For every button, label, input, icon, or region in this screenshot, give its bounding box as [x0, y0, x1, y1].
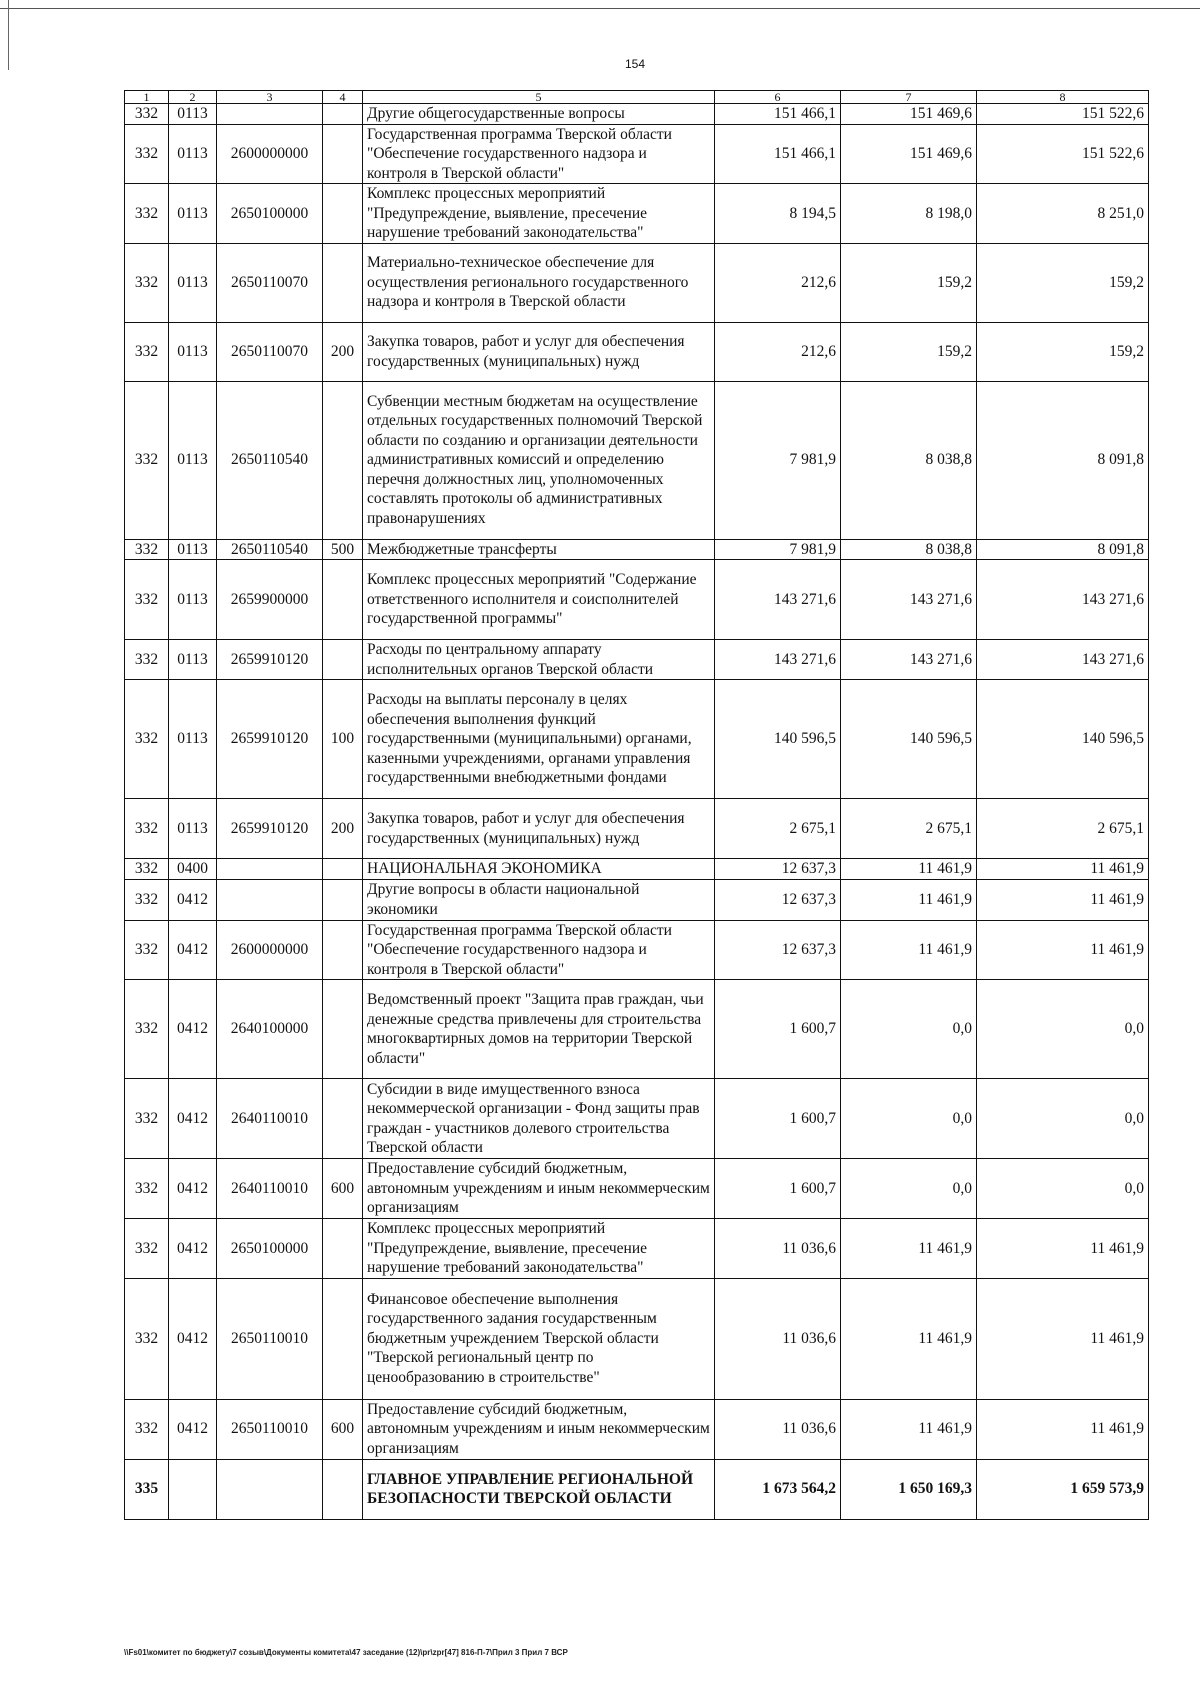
column-number: 3 [217, 91, 323, 104]
description-cell: Субвенции местным бюджетам на осуществление отдельных государственных полномочий Тверской области по созданию и организации деятельности административных комиссий и определению перечня должностных лиц, уполномоченных составлять протоколы об административных правонарушениях [363, 381, 715, 539]
admin-code-cell: 332 [125, 104, 169, 125]
description-cell: Закупка товаров, работ и услуг для обеспечения государственных (муниципальных) нужд [363, 799, 715, 859]
expense-type-cell [323, 381, 363, 539]
admin-code-cell: 332 [125, 799, 169, 859]
expense-type-cell [323, 640, 363, 680]
expense-type-cell [323, 104, 363, 125]
target-article-cell: 2650100000 [217, 184, 323, 244]
table-row [125, 381, 1149, 539]
expense-type-cell [323, 124, 363, 184]
column-number-row [125, 91, 1149, 104]
amount-col6-cell: 11 036,6 [715, 1399, 841, 1459]
section-code-cell: 0113 [169, 124, 217, 184]
table-row [125, 1459, 1149, 1519]
amount-col6-cell: 2 675,1 [715, 799, 841, 859]
description-cell: Расходы по центральному аппарату исполнительных органов Тверской области [363, 640, 715, 680]
section-code-cell: 0412 [169, 920, 217, 980]
amount-col7-cell: 159,2 [841, 243, 977, 322]
amount-col8-cell: 151 522,6 [977, 104, 1149, 125]
table-row [125, 680, 1149, 799]
section-code-cell: 0412 [169, 1159, 217, 1219]
amount-col8-cell: 11 461,9 [977, 1278, 1149, 1399]
amount-col8-cell: 8 251,0 [977, 184, 1149, 244]
description-cell: Комплекс процессных мероприятий "Предупреждение, выявление, пресечение нарушение требований законодательства" [363, 1219, 715, 1279]
target-article-cell: 2650110070 [217, 322, 323, 381]
section-code-cell: 0412 [169, 1219, 217, 1279]
amount-col7-cell: 8 038,8 [841, 381, 977, 539]
table-row [125, 799, 1149, 859]
section-code-cell: 0113 [169, 560, 217, 640]
amount-col7-cell: 140 596,5 [841, 680, 977, 799]
column-number: 4 [323, 91, 363, 104]
amount-col7-cell: 1 650 169,3 [841, 1459, 977, 1519]
expense-type-cell: 500 [323, 539, 363, 560]
amount-col7-cell: 151 469,6 [841, 104, 977, 125]
section-code-cell: 0113 [169, 184, 217, 244]
description-cell: Финансовое обеспечение выполнения государственного задания государственным бюджетным учреждением Тверской области "Тверской региональный центр по ценообразованию в строительстве" [363, 1278, 715, 1399]
table-row [125, 560, 1149, 640]
target-article-cell [217, 104, 323, 125]
amount-col6-cell: 12 637,3 [715, 859, 841, 880]
target-article-cell: 2640100000 [217, 980, 323, 1079]
target-article-cell: 2600000000 [217, 920, 323, 980]
amount-col6-cell: 1 600,7 [715, 1079, 841, 1159]
target-article-cell: 2650110540 [217, 381, 323, 539]
admin-code-cell: 332 [125, 1079, 169, 1159]
table-row [125, 1159, 1149, 1219]
column-number: 2 [169, 91, 217, 104]
section-code-cell: 0113 [169, 381, 217, 539]
amount-col7-cell: 159,2 [841, 322, 977, 381]
admin-code-cell: 332 [125, 1399, 169, 1459]
table-row [125, 920, 1149, 980]
expense-type-cell [323, 1459, 363, 1519]
section-code-cell: 0113 [169, 799, 217, 859]
amount-col8-cell: 143 271,6 [977, 640, 1149, 680]
amount-col6-cell: 1 673 564,2 [715, 1459, 841, 1519]
expense-type-cell [323, 1278, 363, 1399]
section-code-cell: 0113 [169, 104, 217, 125]
amount-col6-cell: 212,6 [715, 322, 841, 381]
amount-col8-cell: 159,2 [977, 243, 1149, 322]
description-cell: Межбюджетные трансферты [363, 539, 715, 560]
amount-col8-cell: 159,2 [977, 322, 1149, 381]
target-article-cell: 2650110010 [217, 1278, 323, 1399]
amount-col8-cell: 1 659 573,9 [977, 1459, 1149, 1519]
description-cell: Предоставление субсидий бюджетным, автономным учреждениям и иным некоммерческим организациям [363, 1159, 715, 1219]
table-row [125, 539, 1149, 560]
amount-col6-cell: 7 981,9 [715, 539, 841, 560]
amount-col6-cell: 143 271,6 [715, 560, 841, 640]
amount-col7-cell: 2 675,1 [841, 799, 977, 859]
amount-col6-cell: 7 981,9 [715, 381, 841, 539]
amount-col7-cell: 0,0 [841, 1159, 977, 1219]
amount-col7-cell: 8 198,0 [841, 184, 977, 244]
expense-type-cell: 200 [323, 322, 363, 381]
page-number: 154 [624, 57, 646, 71]
amount-col8-cell: 140 596,5 [977, 680, 1149, 799]
admin-code-cell: 332 [125, 539, 169, 560]
column-number: 1 [125, 91, 169, 104]
amount-col7-cell: 11 461,9 [841, 879, 977, 920]
description-cell: Материально-техническое обеспечение для осуществления регионального государственного надзора и контроля в Тверской области [363, 243, 715, 322]
expense-type-cell: 100 [323, 680, 363, 799]
table-row [125, 1219, 1149, 1279]
amount-col8-cell: 2 675,1 [977, 799, 1149, 859]
amount-col6-cell: 1 600,7 [715, 980, 841, 1079]
description-cell: Государственная программа Тверской области "Обеспечение государственного надзора и контроля в Тверской области" [363, 124, 715, 184]
table-row [125, 184, 1149, 244]
expense-type-cell: 600 [323, 1159, 363, 1219]
description-cell: Расходы на выплаты персоналу в целях обеспечения выполнения функций государственными (муниципальными) органами, казенными учреждениями, органами управления государственными внебюджетными фондами [363, 680, 715, 799]
admin-code-cell: 332 [125, 184, 169, 244]
table-row [125, 124, 1149, 184]
table-row [125, 104, 1149, 125]
target-article-cell: 2659910120 [217, 640, 323, 680]
amount-col6-cell: 140 596,5 [715, 680, 841, 799]
section-code-cell: 0113 [169, 322, 217, 381]
target-article-cell: 2640110010 [217, 1159, 323, 1219]
amount-col6-cell: 151 466,1 [715, 124, 841, 184]
amount-col8-cell: 11 461,9 [977, 879, 1149, 920]
admin-code-cell: 332 [125, 243, 169, 322]
admin-code-cell: 332 [125, 1278, 169, 1399]
amount-col6-cell: 8 194,5 [715, 184, 841, 244]
amount-col7-cell: 11 461,9 [841, 920, 977, 980]
description-cell: Государственная программа Тверской области "Обеспечение государственного надзора и контроля в Тверской области" [363, 920, 715, 980]
expense-type-cell: 600 [323, 1399, 363, 1459]
budget-table [124, 90, 1149, 1520]
amount-col6-cell: 11 036,6 [715, 1219, 841, 1279]
description-cell: Комплекс процессных мероприятий "Предупреждение, выявление, пресечение нарушение требований законодательства" [363, 184, 715, 244]
admin-code-cell: 332 [125, 322, 169, 381]
description-cell: Предоставление субсидий бюджетным, автономным учреждениям и иным некоммерческим организациям [363, 1399, 715, 1459]
column-number: 7 [841, 91, 977, 104]
table-row [125, 1079, 1149, 1159]
expense-type-cell [323, 184, 363, 244]
table-row [125, 640, 1149, 680]
amount-col8-cell: 11 461,9 [977, 920, 1149, 980]
admin-code-cell: 332 [125, 124, 169, 184]
section-code-cell: 0400 [169, 859, 217, 880]
admin-code-cell: 332 [125, 1219, 169, 1279]
description-cell: ГЛАВНОЕ УПРАВЛЕНИЕ РЕГИОНАЛЬНОЙ БЕЗОПАСНОСТИ ТВЕРСКОЙ ОБЛАСТИ [363, 1459, 715, 1519]
target-article-cell [217, 1459, 323, 1519]
amount-col7-cell: 11 461,9 [841, 1219, 977, 1279]
target-article-cell [217, 879, 323, 920]
table-row [125, 980, 1149, 1079]
target-article-cell [217, 859, 323, 880]
table-row [125, 1399, 1149, 1459]
amount-col7-cell: 11 461,9 [841, 859, 977, 880]
description-cell: Ведомственный проект "Защита прав граждан, чьи денежные средства привлечены для строительства многоквартирных домов на территории Тверской области" [363, 980, 715, 1079]
amount-col8-cell: 151 522,6 [977, 124, 1149, 184]
amount-col7-cell: 143 271,6 [841, 560, 977, 640]
target-article-cell: 2650100000 [217, 1219, 323, 1279]
amount-col8-cell: 11 461,9 [977, 1219, 1149, 1279]
admin-code-cell: 332 [125, 879, 169, 920]
amount-col8-cell: 11 461,9 [977, 1399, 1149, 1459]
amount-col6-cell: 143 271,6 [715, 640, 841, 680]
amount-col6-cell: 212,6 [715, 243, 841, 322]
amount-col8-cell: 8 091,8 [977, 539, 1149, 560]
description-cell: Другие вопросы в области национальной экономики [363, 879, 715, 920]
admin-code-cell: 332 [125, 859, 169, 880]
amount-col7-cell: 8 038,8 [841, 539, 977, 560]
table-row [125, 243, 1149, 322]
expense-type-cell [323, 859, 363, 880]
amount-col8-cell: 0,0 [977, 1079, 1149, 1159]
table-row [125, 1278, 1149, 1399]
section-code-cell: 0113 [169, 243, 217, 322]
expense-type-cell [323, 879, 363, 920]
section-code-cell [169, 1459, 217, 1519]
amount-col6-cell: 11 036,6 [715, 1278, 841, 1399]
table-row [125, 322, 1149, 381]
target-article-cell: 2659910120 [217, 680, 323, 799]
amount-col7-cell: 11 461,9 [841, 1278, 977, 1399]
amount-col7-cell: 143 271,6 [841, 640, 977, 680]
admin-code-cell: 332 [125, 920, 169, 980]
amount-col6-cell: 12 637,3 [715, 879, 841, 920]
expense-type-cell [323, 980, 363, 1079]
expense-type-cell: 200 [323, 799, 363, 859]
description-cell: Другие общегосударственные вопросы [363, 104, 715, 125]
section-code-cell: 0113 [169, 680, 217, 799]
amount-col8-cell: 11 461,9 [977, 859, 1149, 880]
table-body [125, 91, 1149, 1520]
description-cell: НАЦИОНАЛЬНАЯ ЭКОНОМИКА [363, 859, 715, 880]
amount-col8-cell: 8 091,8 [977, 381, 1149, 539]
amount-col6-cell: 151 466,1 [715, 104, 841, 125]
section-code-cell: 0113 [169, 539, 217, 560]
section-code-cell: 0113 [169, 640, 217, 680]
target-article-cell: 2659910120 [217, 799, 323, 859]
section-code-cell: 0412 [169, 879, 217, 920]
amount-col6-cell: 12 637,3 [715, 920, 841, 980]
expense-type-cell [323, 920, 363, 980]
top-scan-edge [0, 8, 1200, 9]
admin-code-cell: 332 [125, 640, 169, 680]
column-number: 8 [977, 91, 1149, 104]
expense-type-cell [323, 1219, 363, 1279]
section-code-cell: 0412 [169, 980, 217, 1079]
admin-code-cell: 332 [125, 980, 169, 1079]
admin-code-cell: 332 [125, 1159, 169, 1219]
section-code-cell: 0412 [169, 1399, 217, 1459]
section-code-cell: 0412 [169, 1278, 217, 1399]
admin-code-cell: 332 [125, 560, 169, 640]
amount-col7-cell: 0,0 [841, 1079, 977, 1159]
amount-col8-cell: 0,0 [977, 1159, 1149, 1219]
file-path-footer: \\Fs01\комитет по бюджету\7 созыв\Документы комитета\47 заседание (12)\pr\zpr[47] 816-П-7\Прил 3 Прил 7 ВСР [124, 1648, 568, 1657]
amount-col8-cell: 143 271,6 [977, 560, 1149, 640]
admin-code-cell: 335 [125, 1459, 169, 1519]
description-cell: Субсидии в виде имущественного взноса некоммерческой организации - Фонд защиты прав граждан - участников долевого строительства Тверской области [363, 1079, 715, 1159]
target-article-cell: 2640110010 [217, 1079, 323, 1159]
target-article-cell: 2650110540 [217, 539, 323, 560]
amount-col6-cell: 1 600,7 [715, 1159, 841, 1219]
expense-type-cell [323, 560, 363, 640]
section-code-cell: 0412 [169, 1079, 217, 1159]
amount-col7-cell: 151 469,6 [841, 124, 977, 184]
admin-code-cell: 332 [125, 381, 169, 539]
admin-code-cell: 332 [125, 680, 169, 799]
amount-col7-cell: 11 461,9 [841, 1399, 977, 1459]
description-cell: Закупка товаров, работ и услуг для обеспечения государственных (муниципальных) нужд [363, 322, 715, 381]
target-article-cell: 2650110070 [217, 243, 323, 322]
target-article-cell: 2650110010 [217, 1399, 323, 1459]
column-number: 5 [363, 91, 715, 104]
expense-type-cell [323, 1079, 363, 1159]
amount-col7-cell: 0,0 [841, 980, 977, 1079]
target-article-cell: 2659900000 [217, 560, 323, 640]
table-row [125, 859, 1149, 880]
description-cell: Комплекс процессных мероприятий "Содержание ответственного исполнителя и соисполнителей государственной программы" [363, 560, 715, 640]
target-article-cell: 2600000000 [217, 124, 323, 184]
column-number: 6 [715, 91, 841, 104]
expense-type-cell [323, 243, 363, 322]
table-row [125, 879, 1149, 920]
amount-col8-cell: 0,0 [977, 980, 1149, 1079]
